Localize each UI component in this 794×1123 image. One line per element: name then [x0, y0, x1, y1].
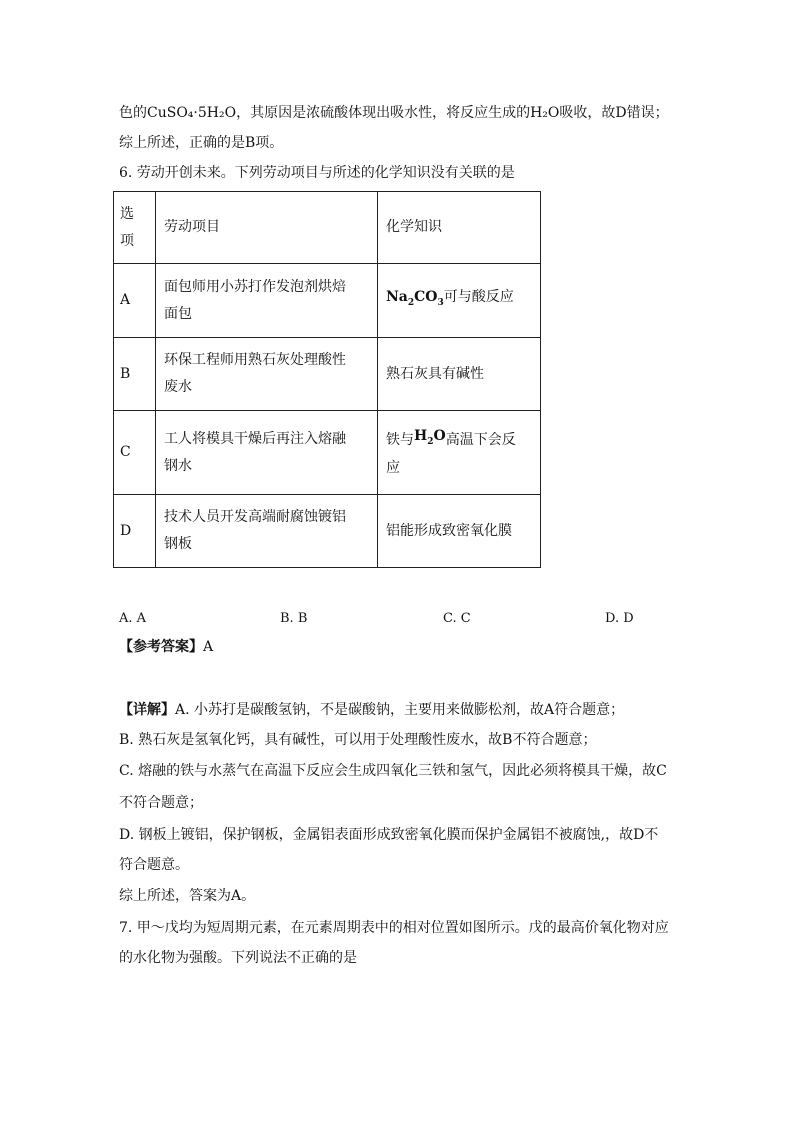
- row-project-line-2: 面包: [164, 305, 192, 322]
- option-d: D. D: [605, 611, 634, 626]
- answer-label: 【参考答案】: [119, 639, 203, 655]
- table-row-d: [114, 495, 541, 568]
- detail-a-text: A. 小苏打是碳酸氢钠，不是碳酸钠，主要用来做膨松剂，故A符合题意；: [175, 702, 625, 718]
- detail-line-a: [119, 700, 624, 720]
- question-6-table: [113, 191, 541, 568]
- row-knowledge: 熟石灰具有碱性: [378, 338, 541, 411]
- row-option: C: [114, 411, 156, 495]
- row-option: D: [114, 495, 156, 568]
- detail-label: 【详解】: [119, 702, 175, 718]
- row-project: [156, 411, 378, 495]
- row-project-line-1: 面包师用小苏打作发泡剂烘焙: [164, 278, 346, 295]
- row-knowledge: 铝能形成致密氧化膜: [378, 495, 541, 568]
- table-header-row: [114, 192, 541, 264]
- detail-line-c2: 不符合题意；: [119, 795, 203, 811]
- answer-line: [119, 637, 213, 657]
- row-knowledge: [378, 264, 541, 338]
- detail-line-d2: 符合题意。: [119, 857, 189, 873]
- question-7-line-1: 7. 甲～戊均为短周期元素，在元素周期表中的相对位置如图所示。戊的最高价氧化物对应: [119, 920, 669, 936]
- question-6-stem: 6. 劳动开创未来。下列劳动项目与所述的化学知识没有关联的是: [119, 165, 515, 181]
- header-project: 劳动项目: [156, 192, 378, 264]
- header-knowledge: 化学知识: [378, 192, 541, 264]
- table-row-a: [114, 264, 541, 338]
- option-b: B. B: [280, 611, 308, 626]
- answer-value: A: [203, 639, 214, 655]
- prev-solution-line-2: 综上所述，正确的是B项。: [119, 135, 284, 151]
- row-option: B: [114, 338, 156, 411]
- chem-formula-na2co3: $Na_2CO_3$: [386, 289, 444, 308]
- table-row-c: [114, 411, 541, 495]
- row-knowledge-post: 高温下会反: [445, 431, 516, 448]
- row-project: [156, 495, 378, 568]
- detail-line-d1: D. 钢板上镀铝，保护钢板，金属铝表面形成致密氧化膜而保护金属铝不被腐蚀,，故D不: [119, 827, 659, 843]
- question-7-line-2: 的水化物为强酸。下列说法不正确的是: [119, 950, 357, 966]
- row-project-line-1: 环保工程师用熟石灰处理酸性: [164, 352, 346, 368]
- row-project: [156, 338, 378, 411]
- detail-line-b: B. 熟石灰是氢氧化钙，具有碱性，可以用于处理酸性废水，故B不符合题意；: [119, 732, 597, 748]
- row-project-line-1: 技术人员开发高端耐腐蚀镀铝: [164, 509, 346, 525]
- chem-formula-h2o: $H_2O$: [414, 427, 446, 447]
- row-project-line-2: 钢水: [164, 457, 192, 474]
- option-a: A. A: [119, 611, 147, 626]
- row-project: [156, 264, 378, 338]
- row-option: A: [114, 264, 156, 338]
- table-row-b: [114, 338, 541, 411]
- header-option: 选 项: [114, 192, 156, 264]
- row-project-line-2: 废水: [164, 379, 192, 395]
- row-knowledge: [378, 411, 541, 495]
- row-knowledge-pre: 铁与: [386, 431, 414, 448]
- prev-solution-line-1: 色的CuSO₄·5H₂O，其原因是浓硫酸体现出吸水性，将反应生成的H₂O吸收，故D错误；: [119, 105, 669, 121]
- option-c: C. C: [443, 611, 471, 626]
- detail-line-c1: C. 熔融的铁与水蒸气在高温下反应会生成四氧化三铁和氢气，因此必须将模具干燥，故C: [119, 763, 667, 779]
- row-knowledge-line-2: 应: [386, 460, 400, 477]
- summary-line: 综上所述，答案为A。: [119, 888, 256, 904]
- row-project-line-2: 钢板: [164, 536, 192, 552]
- row-project-line-1: 工人将模具干燥后再注入熔融: [164, 430, 346, 447]
- row-knowledge-text: 可与酸反应: [443, 289, 514, 306]
